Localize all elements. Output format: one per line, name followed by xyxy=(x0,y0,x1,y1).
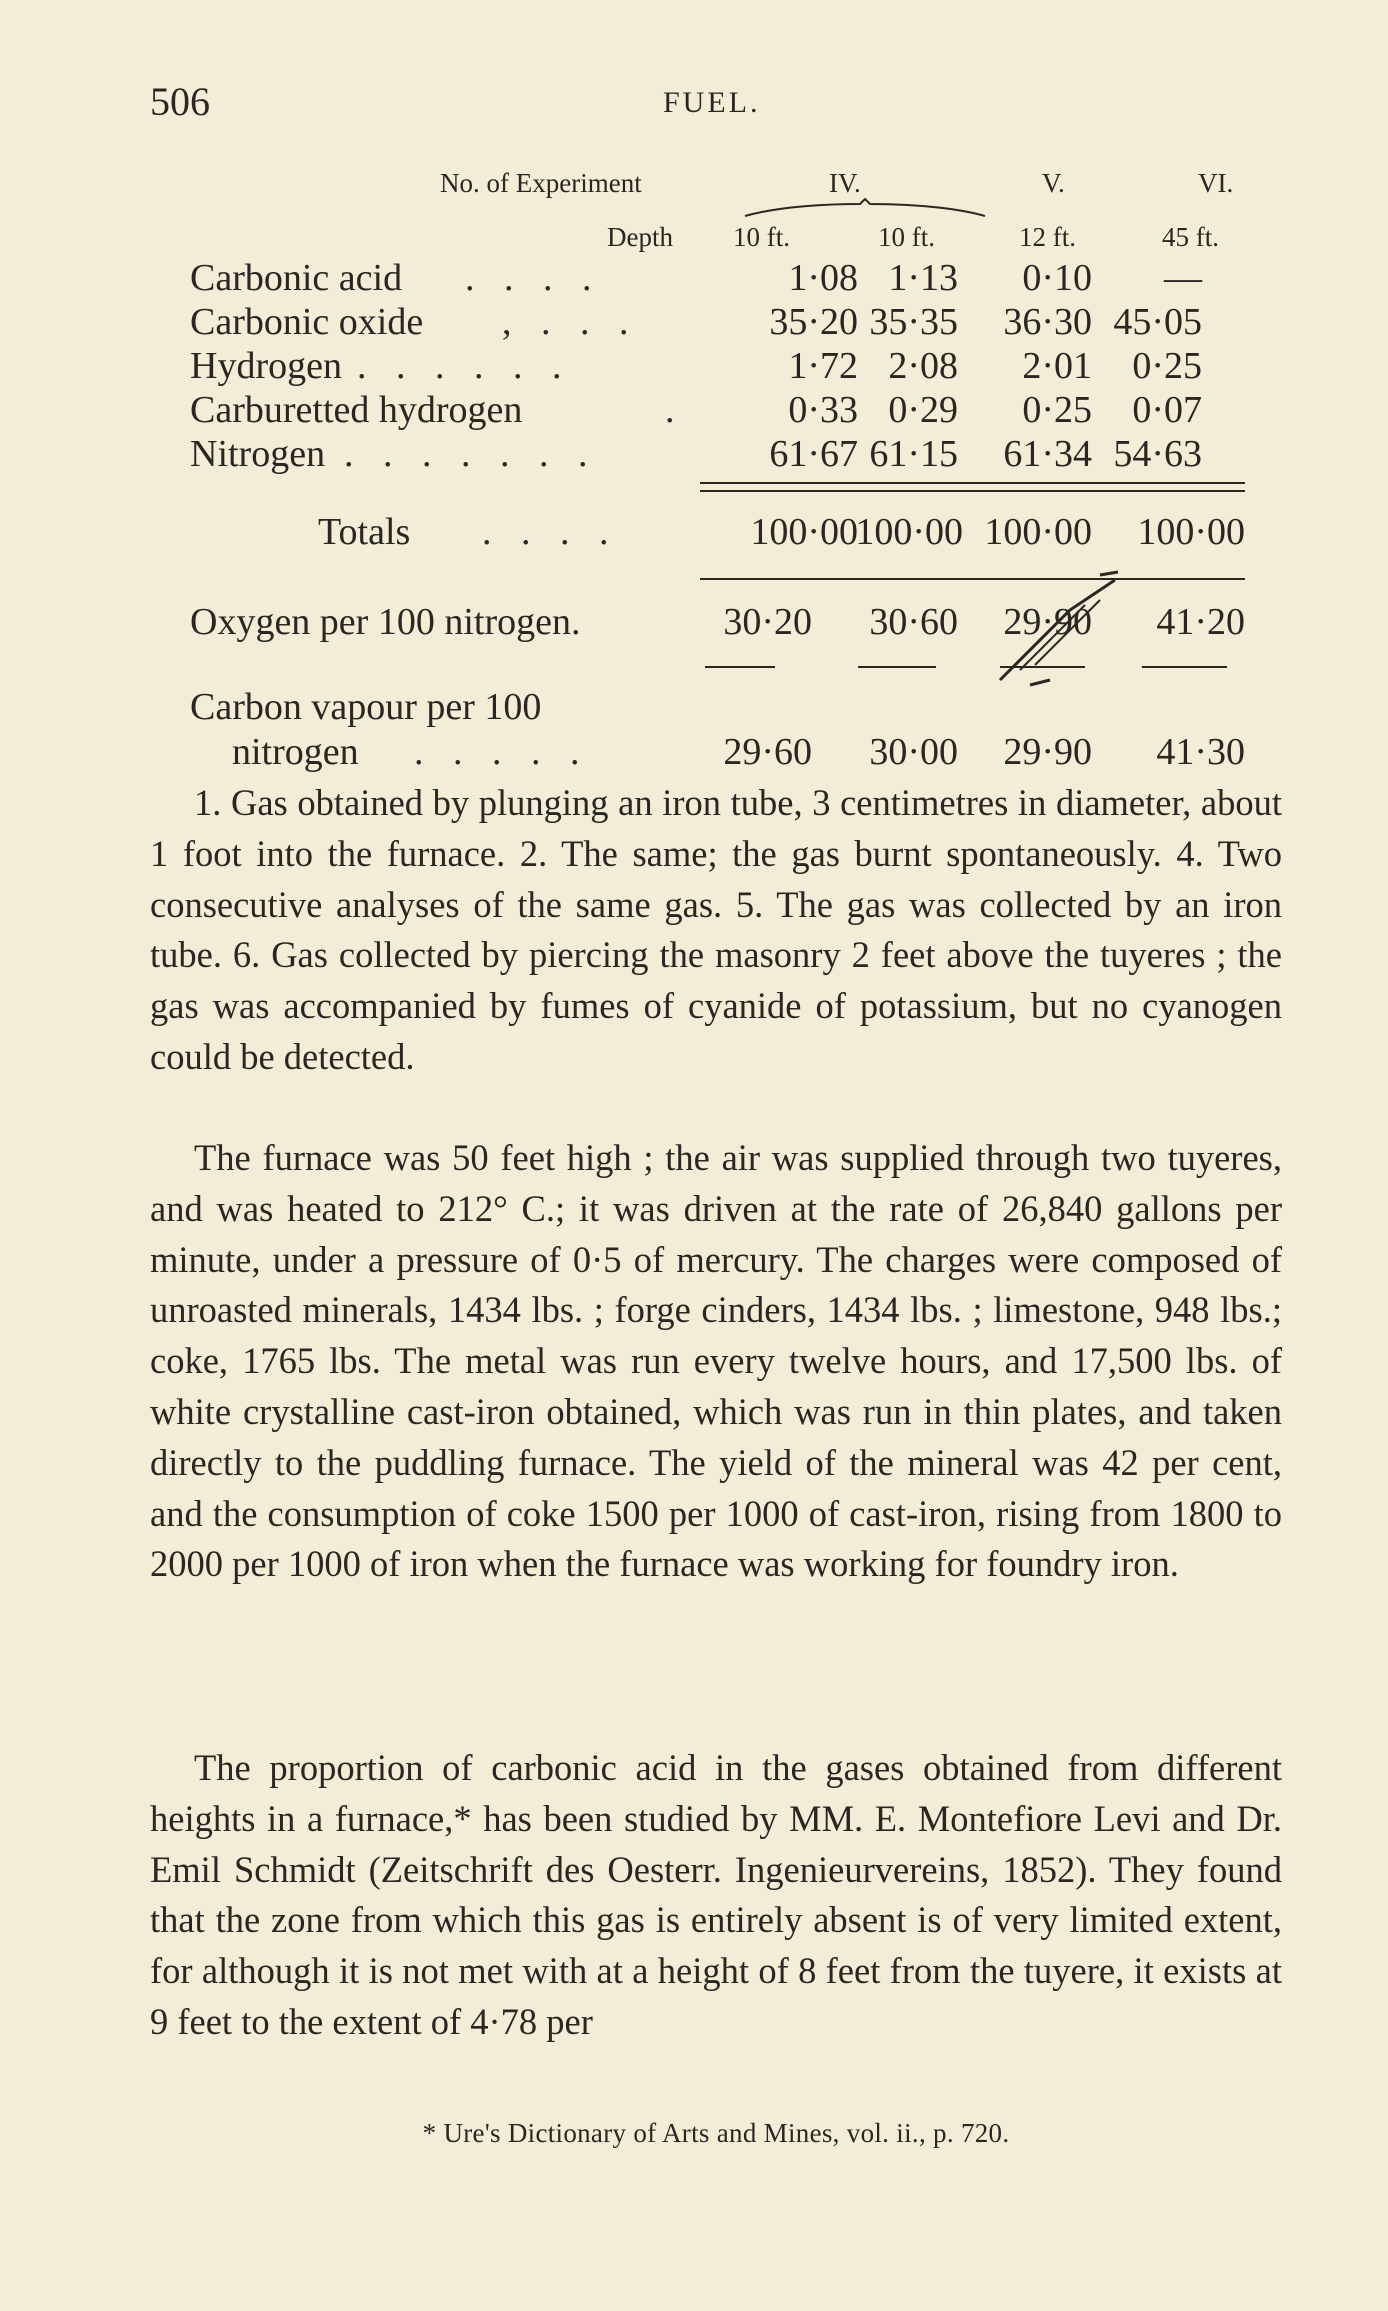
col-header-experiment-4: VI. xyxy=(1198,168,1234,198)
oxygen-value: 30·60 xyxy=(869,601,958,643)
oxygen-label: Oxygen per 100 nitrogen. xyxy=(190,601,581,643)
oxygen-value: 29·90 xyxy=(1003,601,1092,643)
col-header-experiment-3: V. xyxy=(1042,168,1065,198)
carbon-label-line1: Carbon vapour per 100 xyxy=(190,686,542,728)
row-leader: , . . . xyxy=(502,301,639,343)
footnotes-paragraph: 1. Gas obtained by plunging an iron tube, 3 centimetres in diameter, about 1 foot into the furnace. 2. The same; the gas burnt spontaneously. 4. Two consecutive analyses of the same gas. 5. The gas was collected by an iron tube. 6. Gas collected by piercing the masonry 2 feet above the tuyeres ; the gas was accompanied by fumes of cyanide of potassium, but no cyanogen could be detected. xyxy=(150,782,1282,1077)
col-depth-1: 10 ft. xyxy=(733,222,790,252)
row-value: 35·35 xyxy=(869,301,958,343)
carbon-value: 29·60 xyxy=(723,731,812,773)
row-leader: . . . . . xyxy=(414,731,590,773)
table-rule xyxy=(700,490,1245,492)
row-value: 1·72 xyxy=(788,345,858,387)
total-value: 100·00 xyxy=(1137,511,1245,553)
carbon-label-line2: nitrogen xyxy=(232,731,359,773)
row-value: 45·05 xyxy=(1113,301,1202,343)
column-brace xyxy=(740,198,990,220)
row-leader: . . . . . . xyxy=(357,345,572,387)
row-label: Carbonic acid xyxy=(190,257,403,299)
row-value: 0·07 xyxy=(1132,389,1202,431)
row-leader: . . . . xyxy=(465,257,602,299)
row-value: 1·13 xyxy=(888,257,958,299)
row-label: Carbonic oxide xyxy=(190,301,424,343)
row-value: 61·67 xyxy=(769,433,858,475)
row-value: 2·08 xyxy=(888,345,958,387)
col-depth-3: 12 ft. xyxy=(1019,222,1076,252)
row-value: 0·10 xyxy=(1022,257,1092,299)
carbon-value: 29·90 xyxy=(1003,731,1092,773)
row-label: Carburetted hydrogen xyxy=(190,389,523,431)
col-header-experiment-1: IV. xyxy=(829,168,861,198)
ink-blot-mark xyxy=(990,570,1130,690)
running-title: FUEL. xyxy=(663,86,761,119)
total-value: 100·00 xyxy=(750,511,858,553)
body-paragraph: The proportion of carbonic acid in the gases obtained from different heights in a furnace,* has been studied by MM. E. Montefiore Levi and Dr. Emil Schmidt (Zeitschrift des Oesterr. Ingenieurvereins, 1852). They found that the zone from which this gas is entirely absent is of very limited extent, for although it is not met with at a height of 8 feet from the tuyere, it exists at 9 feet to the extent of 4·78 per xyxy=(150,1747,1282,2042)
row-value: 0·25 xyxy=(1132,345,1202,387)
body-paragraph: The furnace was 50 feet high ; the air was supplied through two tuyeres, and was heated to 212° C.; it was driven at the rate of 26,840 gallons per minute, under a pressure of 0·5 of mercury. The charges were composed of unroasted minerals, 1434 lbs. ; forge cinders, 1434 lbs. ; limestone, 948 lbs.; coke, 1765 lbs. The metal was run every twelve hours, and 17,500 lbs. of white crystalline cast-iron obtained, which was run in thin plates, and taken directly to the puddling furnace. The yield of the mineral was 42 per cent, and the consumption of coke 1500 per 1000 of cast-iron, rising from 1800 to 2000 per 1000 of iron when the furnace was working for foundry iron. xyxy=(150,1137,1282,1585)
carbon-value: 30·00 xyxy=(869,731,958,773)
oxygen-value: 30·20 xyxy=(723,601,812,643)
total-value: 100·00 xyxy=(855,511,963,553)
row-label: Hydrogen xyxy=(190,345,342,387)
carbon-value: 41·30 xyxy=(1156,731,1245,773)
row-value: 36·30 xyxy=(1003,301,1092,343)
row-value: 35·20 xyxy=(769,301,858,343)
gas-analysis-table xyxy=(0,0,1388,800)
experiment-label: No. of Experiment xyxy=(440,168,642,198)
page-number: 506 xyxy=(150,79,210,124)
row-value: 61·34 xyxy=(1003,433,1092,475)
row-value: 61·15 xyxy=(869,433,958,475)
row-value: — xyxy=(1164,257,1202,299)
footnote: * Ure's Dictionary of Arts and Mines, vol. ii., p. 720. xyxy=(422,2118,1010,2148)
row-leader: . xyxy=(665,389,675,431)
row-value: 54·63 xyxy=(1113,433,1202,475)
table-rule xyxy=(858,666,936,668)
col-depth-2: 10 ft. xyxy=(878,222,935,252)
oxygen-value: 41·20 xyxy=(1156,601,1245,643)
row-leader: . . . . . . . xyxy=(344,433,598,475)
total-value: 100·00 xyxy=(984,511,1092,553)
table-rule xyxy=(1142,666,1227,668)
totals-label: Totals xyxy=(318,511,411,553)
row-value: 1·08 xyxy=(788,257,858,299)
row-value: 2·01 xyxy=(1022,345,1092,387)
table-rule xyxy=(700,482,1245,484)
row-label: Nitrogen xyxy=(190,433,326,475)
table-rule xyxy=(700,578,1245,580)
row-value: 0·29 xyxy=(888,389,958,431)
row-value: 0·25 xyxy=(1022,389,1092,431)
row-leader: . . . . xyxy=(482,511,619,553)
table-rule xyxy=(705,666,775,668)
row-value: 0·33 xyxy=(788,389,858,431)
depth-label: Depth xyxy=(607,222,673,252)
col-depth-4: 45 ft. xyxy=(1162,222,1219,252)
